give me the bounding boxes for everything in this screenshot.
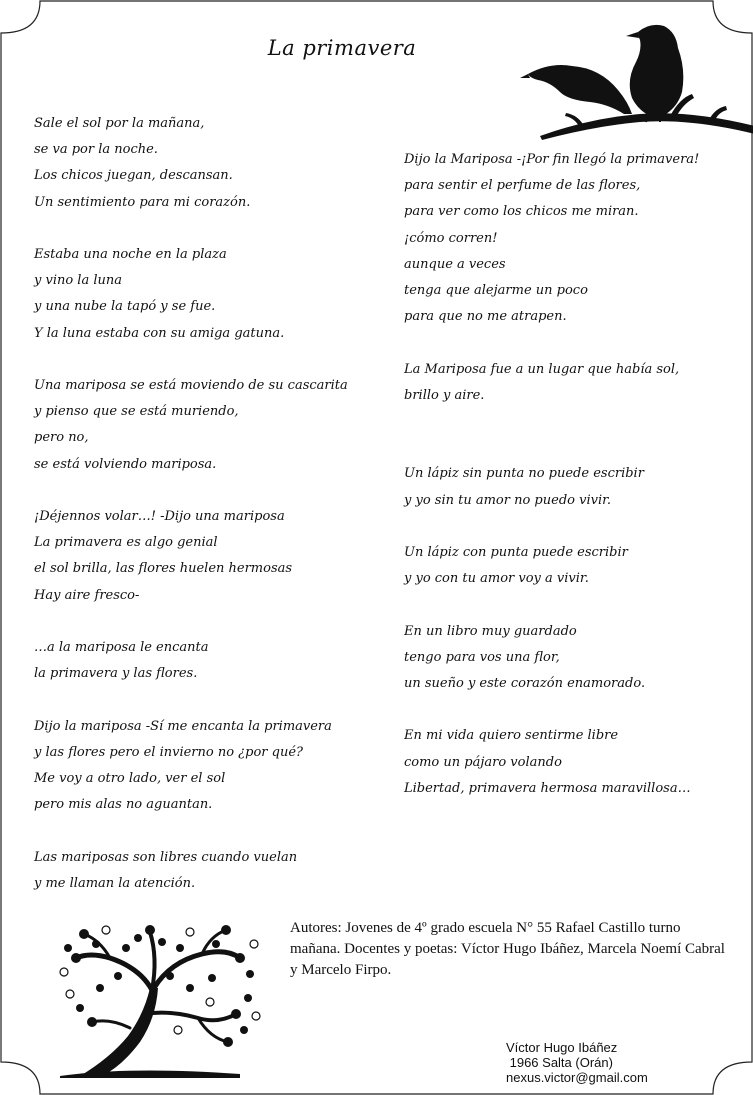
stanza-gap	[34, 478, 364, 504]
poem-line: para ver como los chicos me miran.	[404, 204, 639, 220]
stanza-gap	[34, 687, 364, 713]
stanza-gap	[404, 435, 734, 461]
poem-line: aunque a veces	[404, 256, 506, 272]
poem-stanza	[404, 619, 734, 698]
stanza-gap	[34, 818, 364, 844]
stanza-gap	[404, 330, 734, 356]
poem-left-column	[34, 111, 364, 897]
poem-stanza	[34, 714, 364, 819]
poem-line: Los chicos juegan, descansan.	[34, 168, 233, 184]
poem-line: como un pájaro volando	[404, 754, 562, 770]
stanza-gap	[404, 514, 734, 540]
poem-right-column	[404, 147, 734, 802]
signature-block	[506, 1040, 676, 1085]
poem-line: un sueño y este corazón enamorado.	[404, 676, 646, 692]
signature-place: 1966 Salta (Orán)	[506, 1055, 613, 1070]
poem-line: pero mis alas no aguantan.	[34, 797, 213, 813]
poem-line: brillo y aire.	[404, 387, 485, 403]
signature-email[interactable]: nexus.victor@gmail.com	[506, 1070, 648, 1085]
stanza-gap	[404, 592, 734, 618]
poem-line: Las mariposas son libres cuando vuelan	[34, 849, 298, 865]
poem-line: para sentir el perfume de las flores,	[404, 178, 641, 194]
poem-line: ¡cómo corren!	[404, 230, 498, 246]
poem-stanza	[34, 111, 364, 216]
poem-line: y me llaman la atención.	[34, 875, 196, 891]
poem-line: Una mariposa se está moviendo de su cascarita	[34, 378, 348, 394]
poem-line: se va por la noche.	[34, 142, 158, 158]
poem-line: el sol brilla, las flores huelen hermosas	[34, 561, 293, 577]
poem-line: pero no,	[34, 430, 89, 446]
poem-line: Y la luna estaba con su amiga gatuna.	[34, 325, 285, 341]
poem-line: tenga que alejarme un poco	[404, 283, 588, 299]
poem-stanza	[34, 635, 364, 687]
poem-line: y las flores pero el invierno no ¿por qué?	[34, 744, 303, 760]
stanza-gap	[404, 409, 734, 435]
poem-line: Dijo la mariposa -Sí me encanta la primavera	[34, 718, 332, 734]
poem-stanza	[404, 723, 734, 802]
poem-line: Estaba una noche en la plaza	[34, 247, 227, 263]
poem-line: …a la mariposa le encanta	[34, 640, 209, 656]
poem-line: Sale el sol por la mañana,	[34, 116, 205, 131]
stanza-gap	[404, 697, 734, 723]
poem-line: Un lápiz con punta puede escribir	[404, 545, 628, 561]
poem-line: La primavera es algo genial	[34, 535, 218, 551]
poem-line: Libertad, primavera hermosa maravillosa…	[404, 780, 691, 796]
blossom-tree-icon	[40, 918, 265, 1078]
poem-line: la primavera y las flores.	[34, 666, 198, 682]
poem-line: y yo con tu amor voy a vivir.	[404, 571, 589, 587]
poem-line: y una nube la tapó y se fue.	[34, 299, 216, 315]
poem-stanza	[404, 540, 734, 592]
poem-line: tengo para vos una flor,	[404, 649, 560, 665]
stanza-gap	[34, 347, 364, 373]
signature-name: Víctor Hugo Ibáñez	[506, 1040, 618, 1055]
poem-line: Hay aire fresco-	[34, 587, 140, 603]
crows-on-branch-icon	[520, 18, 753, 143]
poem-line: En un libro muy guardado	[404, 623, 577, 639]
authors-note: Autores: Jovenes de 4º grado escuela N° 55 Rafael Castillo turno mañana. Docentes y poetas: Víctor Hugo Ibáñez, Marcela Noemí Cabral y Marcelo Firpo.	[290, 920, 725, 978]
poem-line: y yo sin tu amor no puedo vivir.	[404, 492, 612, 508]
poem-stanza	[34, 845, 364, 897]
poem-stanza	[34, 373, 364, 478]
poem-line: ¡Déjennos volar…! -Dijo una mariposa	[34, 509, 285, 525]
poem-stanza	[404, 147, 734, 330]
page-title: La primavera	[267, 36, 417, 60]
poem-line: y vino la luna	[34, 273, 123, 289]
stanza-gap	[34, 609, 364, 635]
poem-stanza	[404, 357, 734, 409]
poem-line: La Mariposa fue a un lugar que había sol,	[404, 361, 680, 377]
poem-line: se está volviendo mariposa.	[34, 456, 217, 472]
stanza-gap	[34, 216, 364, 242]
poem-line: para que no me atrapen.	[404, 309, 567, 325]
poem-line: Un sentimiento para mi corazón.	[34, 194, 251, 210]
poem-stanza	[34, 504, 364, 609]
poem-line: Un lápiz sin punta no puede escribir	[404, 466, 644, 482]
poem-stanza	[34, 242, 364, 347]
poem-line: Dijo la Mariposa -¡Por fin llegó la primavera!	[404, 152, 700, 167]
poem-line: Me voy a otro lado, ver el sol	[34, 771, 226, 787]
poem-line: En mi vida quiero sentirme libre	[404, 728, 619, 744]
poem-stanza	[404, 461, 734, 513]
poem-line: y pienso que se está muriendo,	[34, 404, 239, 420]
